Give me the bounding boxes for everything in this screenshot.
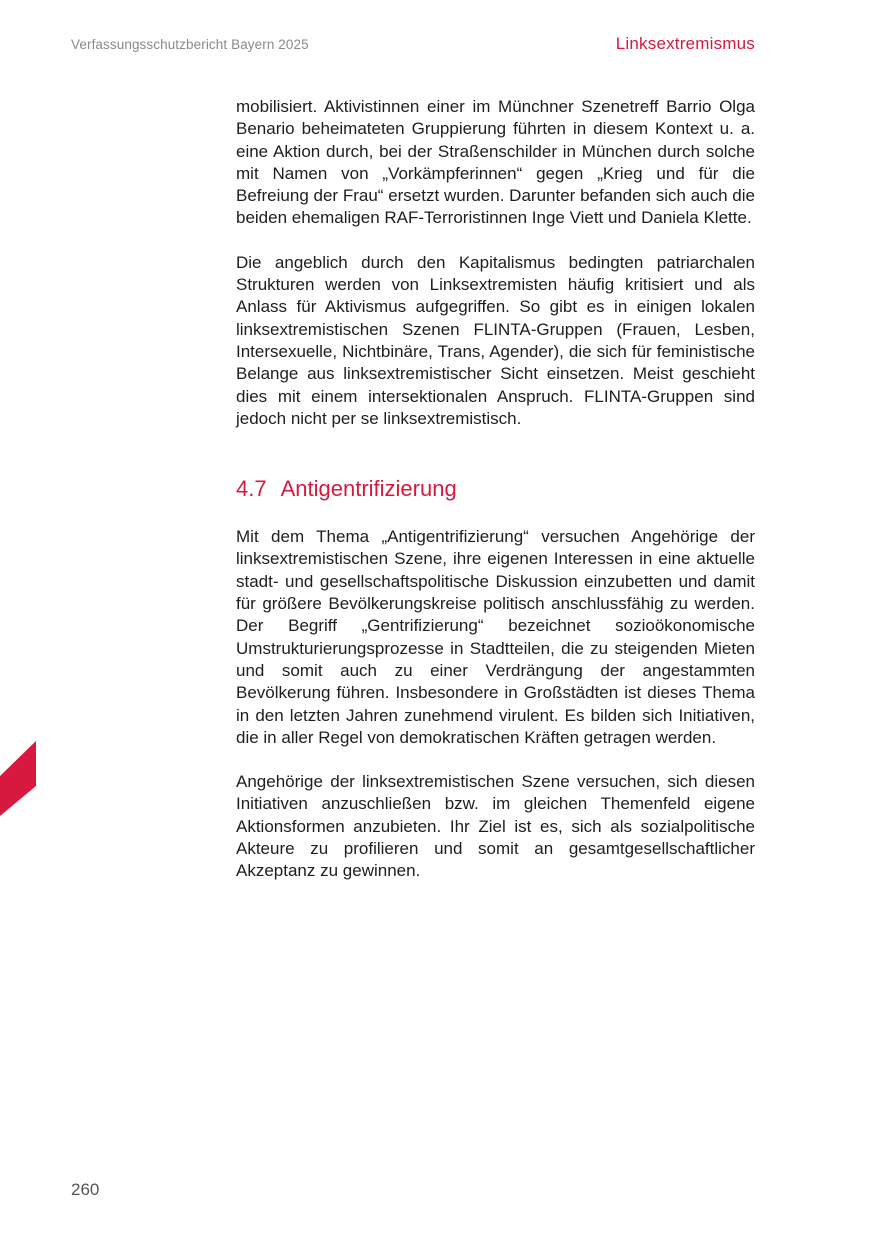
page-number: 260	[71, 1180, 100, 1199]
paragraph-3: Mit dem Thema „Antigentrifizierung“ versuchen Angehörige der linksextremistischen Szene, ihre eigenen Interessen in eine aktuelle stadt- und gesellschaftspolitische Diskussion einzubetten und damit für größere Bevölkerungskreise politisch anschlussfähig zu werden. Der Begriff „Gentrifizierung“ bezeichnet sozioökonomische Umstrukturierungsprozesse in Stadtteilen, die zu steigenden Mieten und somit auch zu einer Verdrängung der angestammten Bevölkerung führen. Insbesondere in Großstädten ist dieses Thema in den letzten Jahren zunehmend virulent. Es bilden sich Initiativen, die in aller Regel von demokratischen Kräften getragen werden.	[236, 527, 755, 747]
running-head-chapter: Linksextremismus	[615, 34, 755, 53]
section-number: 4.7	[236, 476, 267, 502]
paragraph-1: mobilisiert. Aktivistinnen einer im Münchner Szenetreff Barrio Olga Benario beheimateten Gruppierung führten in diesem Kontext u. a. eine Aktion durch, bei der Straßenschilder in München durch solche mit Namen von „Vorkämpferinnen“ gegen „Krieg und für die Befreiung der Frau“ ersetzt wurden. Darunter befanden sich auch die beiden ehemaligen RAF-Terroristinnen Inge Viett und Daniela Klette.	[236, 97, 755, 228]
main-text-column	[236, 96, 755, 883]
paragraph-4: Angehörige der linksextremistischen Szene versuchen, sich diesen Initiativen anzuschließen bzw. im gleichen Themenfeld eigene Aktionsformen anzubieten. Ihr Ziel ist es, sich als sozialpolitische Akteure zu profilieren und somit an gesamtgesellschaftlicher Akzeptanz zu gewinnen.	[236, 772, 755, 881]
chapter-marker-shape	[0, 741, 36, 816]
section-heading	[236, 476, 755, 502]
chapter-marker-tab	[0, 741, 36, 816]
paragraph-2: Die angeblich durch den Kapitalismus bedingten patriarchalen Strukturen werden von Linksextremisten häufig kritisiert und als Anlass für Aktivismus aufgegriffen. So gibt es in einigen lokalen linksextremistischen Szenen FLINTA-Gruppen (Frauen, Lesben, Intersexuelle, Nichtbinäre, Trans, Agender), die sich für feministische Belange aus linksextremistischer Sicht einsetzen. Meist geschieht dies mit einem intersektionalen Anspruch. FLINTA-Gruppen sind jedoch nicht per se linksextremistisch.	[236, 252, 755, 428]
section-title: Antigentrifizierung	[280, 476, 457, 502]
running-head-publication: Verfassungsschutzbericht Bayern 2025	[71, 37, 309, 52]
